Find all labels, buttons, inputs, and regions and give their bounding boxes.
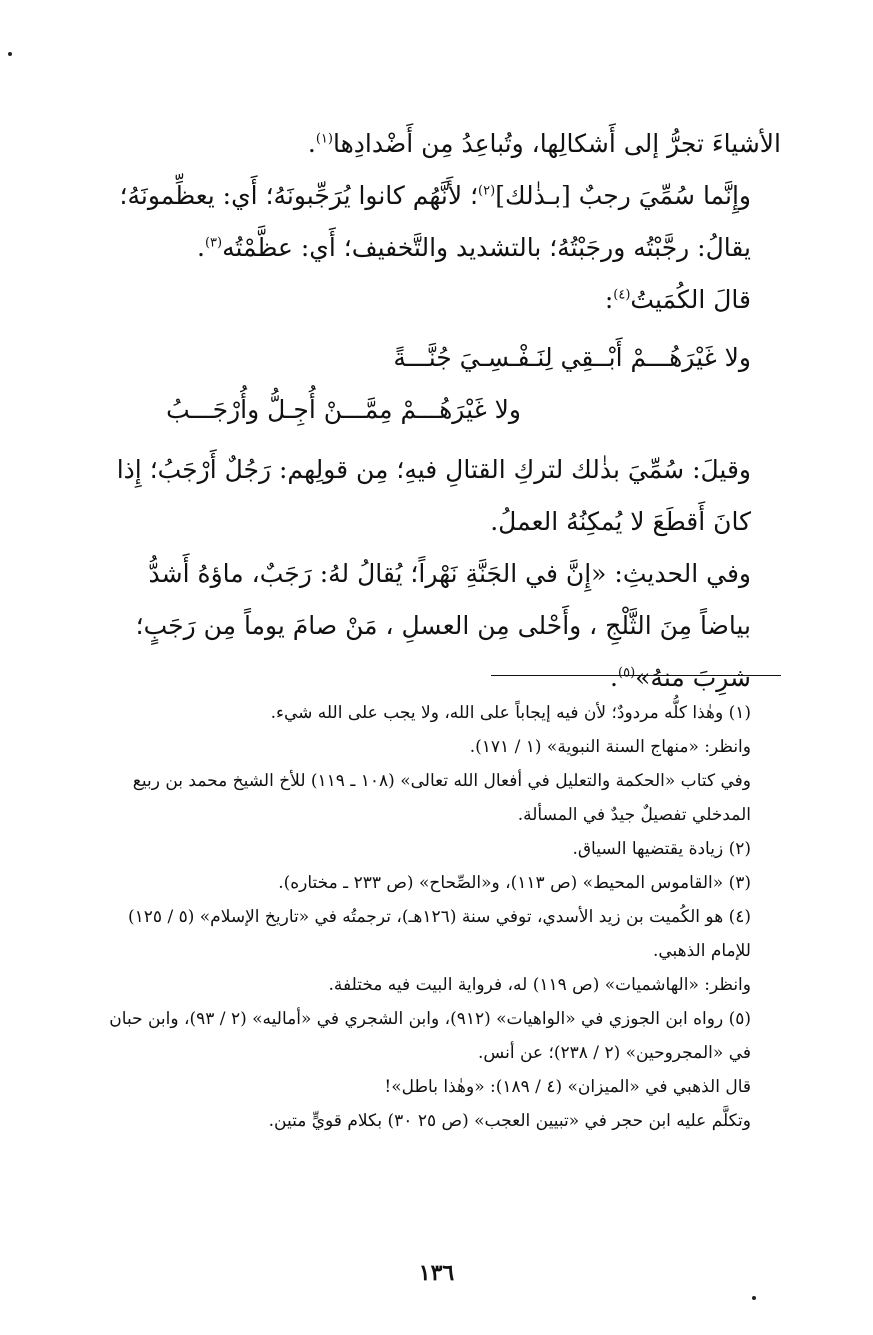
footnote-ref: (١): [315, 131, 333, 147]
paragraph-punct: :: [604, 285, 614, 314]
paragraph-text: الأشياءَ تجرُّ إلى أَشكالِها، وتُباعِدُ مِن أَضْدادِها: [332, 129, 781, 158]
footnote-ref: (٤): [613, 287, 631, 303]
paragraph-text: وفي الحديثِ: «إِنَّ في الجَنَّةِ نَهْراً؛ يُقالُ لهُ: رَجَبٌ، ماؤهُ أَشدُّ بياضاً مِنَ الثَّلْجِ ، وأَحْلى مِن العسلِ ، مَنْ صامَ يوماً مِن رَجَبٍ؛ شرِبَ منهُ»: [135, 559, 751, 692]
margin-dot-mark: [752, 1296, 756, 1300]
page-number: ١٣٦: [418, 1260, 455, 1286]
footnote-ref: (٢): [478, 183, 496, 199]
poetry-verse-first-hemistich: ولا غَيْرَهُـــمْ أَبْــقِي لِنَـفْـسِـيَ جُنَّـــةً: [393, 343, 751, 372]
paragraph-text: قالَ الكُمَيتُ: [630, 285, 751, 314]
footnote-1-continued: وانظر: «منهاج السنة النبوية» (١ / ١٧١).: [469, 737, 751, 757]
footnote-5-continued: وتكلَّم عليه ابن حجر في «تبيين العجب» (ص ٢٥ ٣٠) بكلام قويٍّ متين.: [268, 1111, 751, 1131]
paragraph-punct: .: [610, 663, 618, 692]
poetry-verse-second-hemistich: ولا غَيْرَهُـــمْ مِمَّـــنْ أُجِـلُّ وأُرْجَـــبُ: [166, 395, 521, 424]
paragraph-3: [92, 274, 781, 326]
footnotes-block: [92, 696, 781, 1138]
footnote-ref: (٣): [204, 235, 223, 251]
footnote-4-continued: وانظر: «الهاشميات» (ص ١١٩) له، فرواية البيت فيه مختلفة.: [328, 975, 751, 995]
paragraph-1: [92, 118, 781, 170]
footnote-2: (٢) زيادة يقتضيها السياق.: [572, 839, 751, 859]
footnote-ref: (٥): [618, 665, 636, 681]
paragraph-5: [92, 548, 781, 704]
main-text-block: [92, 118, 781, 704]
paragraph-text: ؛ لأَنَّهُم كانوا يُرَجِّبونَهُ؛ أَي: يعظِّمونَهُ؛ يقالُ: رجَّبْتُه ورجَبْتُهُ؛ بالتشديد والتَّخفيف؛ أَي: عظَّمْتُه: [119, 181, 751, 262]
footnote-1: (١) وهٰذا كلُّه مردودٌ؛ لأن فيه إيجاباً على الله، ولا يجب على الله شيء.: [270, 703, 751, 723]
paragraph-text: وإِنَّما سُمِّيَ رجبٌ [بـذٰلك]: [495, 181, 751, 210]
footnote-5: (٥) رواه ابن الجوزي في «الواهيات» (٩١٢)، وابن الشجري في «أماليه» (٢ / ٩٣)، وابن حبان في «المجروحين» (٢ / ٢٣٨)؛ عن أنس.: [109, 1009, 751, 1063]
paragraph-4: وقيلَ: سُمِّيَ بذٰلك لتركِ القتالِ فيهِ؛ مِن قولِهم: رَجُلٌ أَرْجَبُ؛ إِذا كانَ أَقطَعَ لا يُمكِنُهُ العملُ.: [116, 455, 751, 536]
footnote-3: (٣) «القاموس المحيط» (ص ١١٣)، و«الصِّحاح» (ص ٢٣٣ ـ مختاره).: [278, 873, 751, 893]
margin-dot-mark: [8, 52, 12, 56]
footnote-5-continued: قال الذهبي في «الميزان» (٤ / ١٨٩): «وهٰذا باطل»!: [384, 1077, 751, 1097]
paragraph-punct: .: [197, 233, 205, 262]
footnote-separator-rule: [491, 675, 781, 676]
footnote-4: (٤) هو الكُميت بن زيد الأسدي، توفي سنة (١٢٦هـ)، ترجمتُه في «تاريخ الإسلام» (٥ / ١٢٥) للإمام الذهبي.: [128, 907, 751, 961]
footnote-1-continued: وفي كتاب «الحكمة والتعليل في أفعال الله تعالى» (١٠٨ ـ ١١٩) للأخ الشيخ محمد بن ربيع المدخلي تفصيلٌ جيدٌ في المسألة.: [132, 771, 751, 825]
paragraph-2: [92, 170, 781, 274]
paragraph-punct: .: [307, 129, 316, 158]
